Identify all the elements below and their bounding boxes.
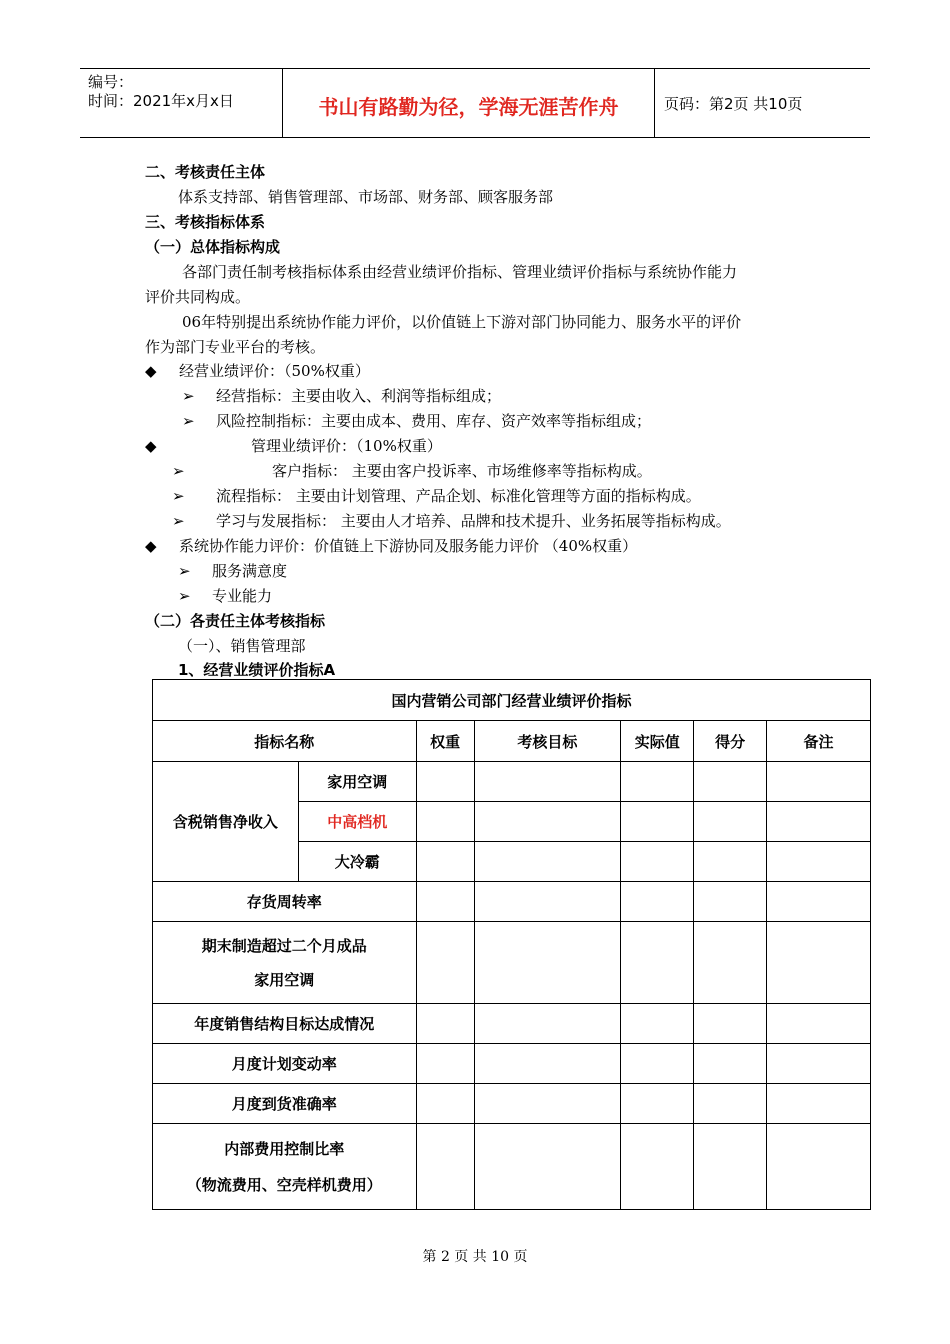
header-meta: [88, 73, 234, 111]
bullet-management-3: ➢ 学习与发展指标： 主要由人才培养、品牌和技术提升、业务拓展等指标构成。: [172, 512, 731, 530]
arrow-bullet-icon: ➢: [182, 387, 195, 405]
header-divider: [654, 69, 655, 137]
subsection-sales: （一）、销售管理部: [178, 637, 306, 655]
section-3-title: 三、考核指标体系: [145, 213, 266, 231]
evaluation-table: [152, 679, 871, 1210]
arrow-bullet-icon: ➢: [172, 512, 185, 530]
header-page-info: 页码：第2页 共10页: [664, 95, 803, 113]
time-label: 时间：2021年x月x日: [88, 92, 234, 110]
row-label-overdue: 期末制造超过二个月成品 家用空调: [153, 922, 417, 1004]
bullet-business-1: ➢ 经营指标：主要由收入、利润等指标组成；: [182, 387, 502, 405]
page-header: [80, 68, 870, 138]
row-label-plan: 月度计划变动率: [153, 1044, 417, 1084]
row-sub-label: 大冷霸: [298, 842, 416, 882]
row-label-cost: 内部费用控制比率 （物流费用、空壳样机费用）: [153, 1124, 417, 1210]
arrow-bullet-icon: ➢: [182, 412, 195, 430]
row-label-inventory: 存货周转率: [153, 882, 417, 922]
col-header-remark: 备注: [767, 721, 871, 762]
table-row: [153, 1084, 871, 1124]
table-row: [153, 1124, 871, 1210]
col-header-weight: 权重: [416, 721, 474, 762]
col-header-target: 考核目标: [474, 721, 621, 762]
section-2-title: 二、考核责任主体: [145, 163, 266, 181]
diamond-bullet-icon: ◆: [145, 537, 157, 555]
bullet-business: ◆ 经营业绩评价：（50%权重）: [145, 362, 370, 380]
table-header-row: [153, 721, 871, 762]
diamond-bullet-icon: ◆: [145, 437, 157, 455]
bullet-collaboration-2: ➢ 专业能力: [178, 587, 273, 605]
paragraph-1b: 评价共同构成。: [145, 288, 251, 306]
paragraph-2b: 作为部门专业平台的考核。: [145, 338, 326, 356]
section-2-text: 体系支持部、销售管理部、市场部、财务部、顾客服务部: [178, 188, 554, 206]
arrow-bullet-icon: ➢: [172, 487, 185, 505]
arrow-bullet-icon: ➢: [172, 462, 185, 480]
row-sub-label: 家用空调: [298, 762, 416, 802]
number-label: 编号：: [88, 73, 134, 91]
paragraph-2a: 06年特别提出系统协作能力评价，以价值链上下游对部门协同能力、服务水平的评价: [182, 313, 742, 331]
bullet-management-1: ➢ 客户指标： 主要由客户投诉率、市场维修率等指标构成。: [172, 462, 652, 480]
bullet-business-2: ➢ 风险控制指标：主要由成本、费用、库存、资产效率等指标组成；: [182, 412, 652, 430]
bullet-management: ◆ 管理业绩评价：（10%权重）: [145, 437, 442, 455]
table-row: [153, 922, 871, 1004]
row-sub-label: 中高档机: [298, 802, 416, 842]
table-row: [153, 1044, 871, 1084]
arrow-bullet-icon: ➢: [178, 562, 191, 580]
table-row: [153, 882, 871, 922]
header-motto: 书山有路勤为径，学海无涯苦作舟: [318, 95, 619, 119]
table-row: [153, 1004, 871, 1044]
arrow-bullet-icon: ➢: [178, 587, 191, 605]
page-footer: 第 2 页 共 10 页: [422, 1249, 528, 1265]
bullet-collaboration-1: ➢ 服务满意度: [178, 562, 288, 580]
diamond-bullet-icon: ◆: [145, 362, 157, 380]
section-3-2-title: （二）各责任主体考核指标: [145, 612, 326, 630]
table-title: 国内营销公司部门经营业绩评价指标: [153, 680, 871, 721]
section-3-1-title: （一）总体指标构成: [145, 238, 281, 256]
col-header-name: 指标名称: [153, 721, 417, 762]
row-label-delivery: 月度到货准确率: [153, 1084, 417, 1124]
row-label-sales: 含税销售净收入: [153, 762, 299, 882]
paragraph-1a: 各部门责任制考核指标体系由经营业绩评价指标、管理业绩评价指标与系统协作能力: [182, 263, 738, 281]
col-header-actual: 实际值: [621, 721, 694, 762]
bullet-management-2: ➢ 流程指标： 主要由计划管理、产品企划、标准化管理等方面的指标构成。: [172, 487, 701, 505]
row-label-structure: 年度销售结构目标达成情况: [153, 1004, 417, 1044]
table-title-row: [153, 680, 871, 721]
col-header-score: 得分: [694, 721, 767, 762]
table-row: [153, 762, 871, 802]
bullet-collaboration: ◆ 系统协作能力评价：价值链上下游协同及服务能力评价 （40%权重）: [145, 537, 638, 555]
subsection-sales-1: 1、经营业绩评价指标A: [178, 661, 336, 679]
